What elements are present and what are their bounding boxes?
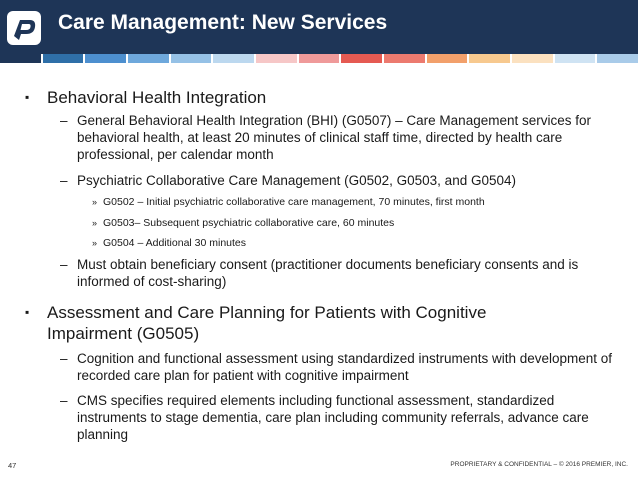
sub-list-item-text: G0502 – Initial psychiatric collaborative care management, 70 minutes, first month (103, 196, 485, 208)
chevron-bullet-icon: » (92, 197, 98, 207)
sub-list-item-text: G0503– Subsequent psychiatric collaborative care, 60 minutes (103, 217, 395, 229)
color-stripe (512, 54, 553, 63)
list-item-text: CMS specifies required elements including functional assessment, standardized instruments to stage dementia, care plan including community referrals, advance care planning (77, 393, 589, 442)
square-bullet-icon: ▪ (25, 305, 30, 319)
color-stripe (469, 54, 510, 63)
color-stripe (384, 54, 425, 63)
section-heading (25, 302, 547, 344)
section-heading-text: Assessment and Care Planning for Patients with Cognitive Impairment (G0505) (47, 303, 487, 343)
color-stripe (43, 54, 84, 63)
dash-bullet-icon: – (60, 257, 68, 272)
copyright-note: PROPRIETARY & CONFIDENTIAL – © 2016 PREMIER, INC. (450, 461, 628, 468)
list-item-text: Psychiatric Collaborative Care Management (G0502, G0503, and G0504) (77, 173, 516, 188)
dash-bullet-icon: – (60, 173, 68, 188)
color-stripe (256, 54, 297, 63)
color-stripe (128, 54, 169, 63)
list-item (60, 392, 622, 443)
section-heading-text: Behavioral Health Integration (47, 88, 267, 107)
chevron-bullet-icon: » (92, 218, 98, 228)
page-title: Care Management: New Services (58, 11, 388, 34)
color-stripe (299, 54, 340, 63)
color-stripe (0, 54, 41, 63)
color-stripe (341, 54, 382, 63)
color-stripe (171, 54, 212, 63)
list-item (60, 350, 622, 384)
color-stripe (85, 54, 126, 63)
sub-list-item (92, 236, 623, 250)
color-stripe (555, 54, 596, 63)
list-item (60, 172, 622, 189)
dash-bullet-icon: – (60, 351, 68, 366)
section-heading (25, 87, 617, 108)
square-bullet-icon: ▪ (25, 90, 30, 104)
list-item-text: Cognition and functional assessment using standardized instruments with development of recorded care plan for patient with cognitive impairment (77, 351, 613, 383)
page-number: 47 (8, 461, 17, 470)
color-stripe (213, 54, 254, 63)
dash-bullet-icon: – (60, 113, 68, 128)
color-stripe (597, 54, 638, 63)
sub-list-item-text: G0504 – Additional 30 minutes (103, 237, 247, 249)
list-item (60, 112, 622, 163)
slide-header (0, 0, 638, 54)
color-stripe (427, 54, 468, 63)
premier-logo-icon (6, 10, 42, 46)
dash-bullet-icon: – (60, 393, 68, 408)
sub-list-item (92, 195, 623, 209)
chevron-bullet-icon: » (92, 238, 98, 248)
list-item-text: Must obtain beneficiary consent (practitioner documents beneficiary consents and is informed of cost-sharing) (77, 257, 579, 289)
list-item-text: General Behavioral Health Integration (BHI) (G0507) – Care Management services for behavioral health, at least 20 minutes of clinical staff time, directed by health care professional, per calendar month (77, 113, 591, 162)
sub-list-item (92, 216, 623, 230)
color-stripe-bar (0, 54, 638, 63)
list-item (60, 256, 622, 290)
